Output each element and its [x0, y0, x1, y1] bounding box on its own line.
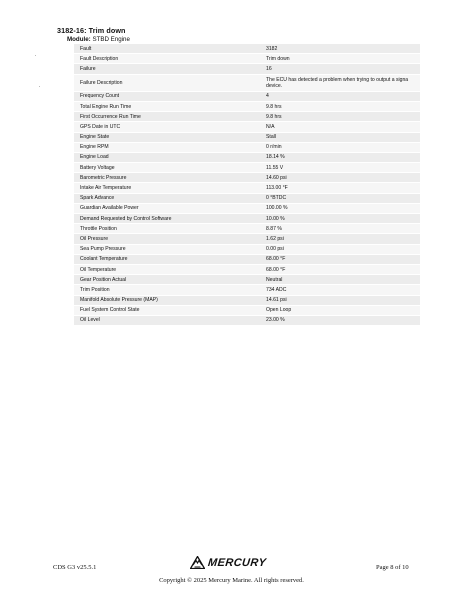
row-value: N/A — [260, 122, 420, 132]
row-key: Engine State — [74, 132, 260, 142]
row-key: Demand Requested by Control Software — [74, 214, 260, 224]
module-label: Module: — [67, 36, 91, 43]
row-value: 10.00 % — [260, 214, 420, 224]
row-value: 9.8 hrs — [260, 112, 420, 122]
row-key: Intake Air Temperature — [74, 183, 260, 193]
table-row — [74, 183, 420, 193]
table-row — [74, 295, 420, 305]
row-key: Battery Voltage — [74, 163, 260, 173]
row-key: Engine Load — [74, 152, 260, 162]
row-key: First Occurrence Run Time — [74, 112, 260, 122]
row-value: Stall — [260, 132, 420, 142]
table-row — [74, 234, 420, 244]
row-value: 0 °BTDC — [260, 193, 420, 203]
table-row — [74, 54, 420, 64]
table-row — [74, 305, 420, 315]
row-value: 14.60 psi — [260, 173, 420, 183]
row-value: Trim down — [260, 54, 420, 64]
mercury-logo — [190, 556, 266, 569]
row-key: GPS Date in UTC — [74, 122, 260, 132]
row-value: 68.00 °F — [260, 264, 420, 274]
table-row — [74, 152, 420, 162]
row-key: Failure — [74, 64, 260, 74]
table-row — [74, 132, 420, 142]
row-key: Fault Description — [74, 54, 260, 64]
row-key: Gear Position Actual — [74, 275, 260, 285]
row-value: 9.8 hrs — [260, 101, 420, 111]
row-value: 1.62 psi — [260, 234, 420, 244]
row-key: Throttle Position — [74, 224, 260, 234]
table-row — [74, 264, 420, 274]
row-key: Oil Pressure — [74, 234, 260, 244]
row-key: Trim Position — [74, 285, 260, 295]
row-value: The ECU has detected a problem when trying to output a signa device. — [260, 74, 420, 91]
table-row — [74, 244, 420, 254]
table-row — [74, 275, 420, 285]
row-key: Frequency Count — [74, 91, 260, 101]
row-key: Oil Level — [74, 315, 260, 325]
row-key: Engine RPM — [74, 142, 260, 152]
page-number: Page 8 of 10 — [376, 564, 409, 571]
mercury-logo-icon — [190, 556, 205, 569]
row-value: 14.61 psi — [260, 295, 420, 305]
table-row — [74, 142, 420, 152]
row-key: Fuel System Control State — [74, 305, 260, 315]
row-value: 100.00 % — [260, 203, 420, 213]
row-value: Open Loop — [260, 305, 420, 315]
table-row — [74, 112, 420, 122]
row-value: 0 r/min — [260, 142, 420, 152]
row-value: 4 — [260, 91, 420, 101]
software-version: CDS G3 v25.5.1 — [53, 564, 97, 571]
table-row — [74, 122, 420, 132]
copyright-notice: Copyright © 2025 Mercury Marine. All rights reserved. — [159, 577, 304, 584]
row-value: 113.00 °F — [260, 183, 420, 193]
row-value: 734 ADC — [260, 285, 420, 295]
row-key: Barometric Pressure — [74, 173, 260, 183]
row-value: 0.00 psi — [260, 244, 420, 254]
row-key: Failure Description — [74, 74, 260, 91]
row-key: Fault — [74, 44, 260, 54]
row-value: 16 — [260, 64, 420, 74]
table-row — [74, 74, 420, 91]
table-row — [74, 64, 420, 74]
row-key: Coolant Temperature — [74, 254, 260, 264]
row-key: Guardian Available Power — [74, 203, 260, 213]
row-key: Sea Pump Pressure — [74, 244, 260, 254]
row-key: Total Engine Run Time — [74, 101, 260, 111]
row-value: 11.55 V — [260, 163, 420, 173]
logo-wordmark: MERCURY — [207, 556, 267, 569]
page-title: 3182-16: Trim down — [57, 26, 126, 35]
table-row — [74, 214, 420, 224]
row-value: 68.00 °F — [260, 254, 420, 264]
table-row — [74, 315, 420, 325]
table-row — [74, 173, 420, 183]
row-value: Neutral — [260, 275, 420, 285]
row-value: 3182 — [260, 44, 420, 54]
module-value: STBD Engine — [92, 36, 130, 43]
table-row — [74, 203, 420, 213]
row-key: Manifold Absolute Pressure (MAP) — [74, 295, 260, 305]
fault-details-table — [74, 44, 420, 326]
table-row — [74, 44, 420, 54]
table-row — [74, 285, 420, 295]
table-row — [74, 224, 420, 234]
row-value: 8.87 % — [260, 224, 420, 234]
table-row — [74, 163, 420, 173]
scan-speck — [35, 55, 36, 56]
table-row — [74, 254, 420, 264]
table-row — [74, 91, 420, 101]
scan-speck — [39, 86, 40, 87]
table-row — [74, 101, 420, 111]
row-value: 18.14 % — [260, 152, 420, 162]
row-key: Oil Temperature — [74, 264, 260, 274]
module-line — [67, 36, 130, 43]
row-value: 23.00 % — [260, 315, 420, 325]
row-key: Spark Advance — [74, 193, 260, 203]
table-row — [74, 193, 420, 203]
